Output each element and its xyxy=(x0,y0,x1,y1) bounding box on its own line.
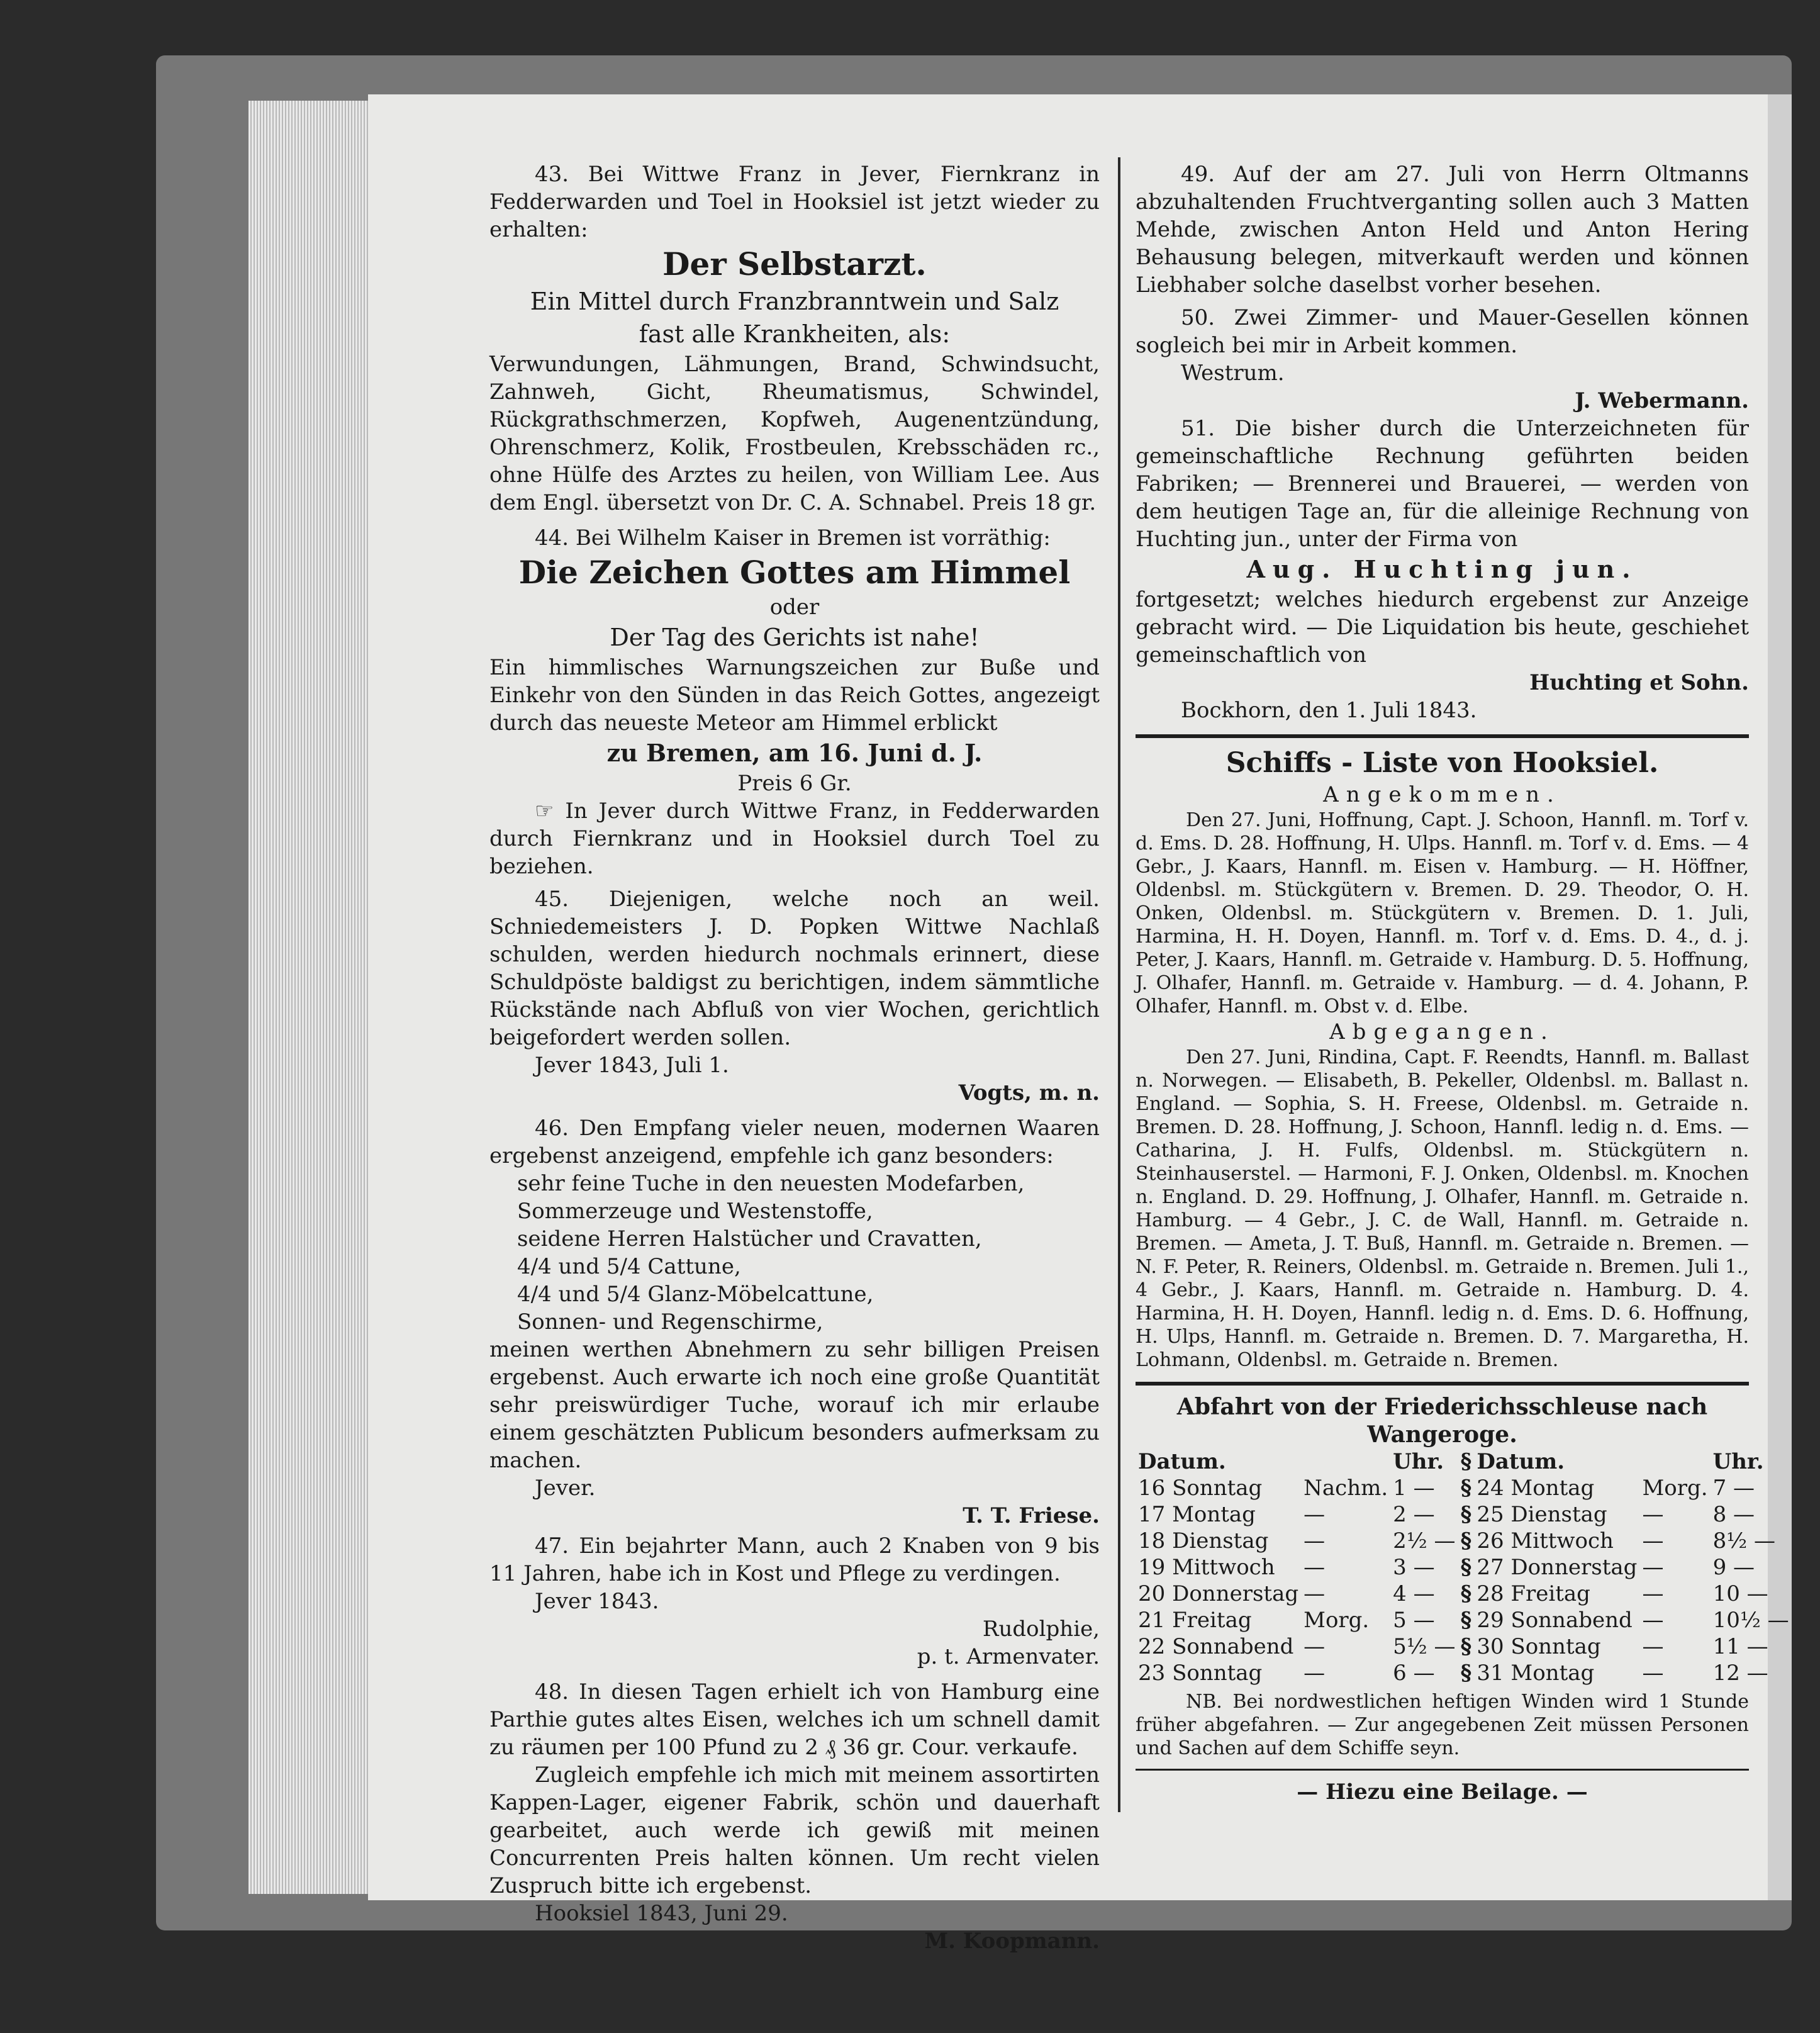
column-divider xyxy=(1118,157,1120,1812)
schedule-row xyxy=(1136,1475,1792,1501)
ad-47 xyxy=(489,1532,1100,1671)
ad-44-place: zu Bremen, am 16. Juni d. J. xyxy=(606,739,983,767)
ad-46-signature: T. T. Friese. xyxy=(963,1503,1100,1528)
ad-43-title: Der Selbstarzt. xyxy=(662,245,927,283)
schedule-time: 4 — xyxy=(1393,1581,1435,1606)
schedule-mark: — xyxy=(1304,1634,1326,1659)
schedule-time: 2½ — xyxy=(1393,1528,1456,1554)
brace-divider: § xyxy=(1460,1476,1472,1501)
ad-51-signature: Huchting et Sohn. xyxy=(1529,670,1749,695)
schedule-title: Abfahrt von der Friederichsschleuse nach Wangeroge. xyxy=(1176,1394,1708,1448)
ad-47-body: 47. Ein bejahrter Mann, auch 2 Knaben von 9 bis 11 Jahren, habe ich in Kost und Pflege zu verdingen. xyxy=(489,1533,1100,1586)
schedule-head-date: Datum. xyxy=(1477,1449,1565,1474)
ad-47-signature-title: p. t. Armenvater. xyxy=(917,1644,1100,1669)
schedule-mark: Morg. xyxy=(1304,1608,1370,1633)
ad-44-price: Preis 6 Gr. xyxy=(737,771,852,796)
ad-51 xyxy=(1136,415,1749,724)
schedule-mark: Morg. xyxy=(1642,1476,1708,1501)
ship-list xyxy=(1136,746,1749,1372)
departed-list: Den 27. Juni, Rindina, Capt. F. Reendts, Hannfl. m. Ballast n. Norwegen. — Elisabeth, B. Pekeller, Oldenbsl. m. Ballast n. England. — Sophia, S. H. Freese, Oldenbsl. m. Getraide n. Bremen. D. 28. Hoffnung, J. Schoon, Hannfl. ledig n. d. Ems. — Catharina, J. H. Fulfs, Oldenbsl. m. Stückgütern n. Steinhauserstel. — Harmoni, F. J. Onken, Oldenbsl. m. Knochen n. England. D. 29. Hoffnung, J. Olhafer, Hannfl. m. Getraide n. Hamburg. — 4 Gebr., J. C. de Wall, Hannfl. m. Getraide n. Bremen. — Ameta, J. T. Buß, Hannfl. m. Getraide n. Bremen. — N. F. Peter, R. Reiners, Oldenbsl. m. Getraide n. Bremen. Juli 1., 4 Gebr., J. Kaars, Hannfl. m. Getraide n. Hamburg. D. 4. Harmina, H. H. Doyen, Hannfl. ledig n. d. Ems. D. 6. Hoffnung, H. Ulps, Hannfl. m. Getraide n. Bremen. D. 7. Margaretha, H. Lohmann, Oldenbsl. m. Getraide n. Bremen. xyxy=(1136,1046,1749,1371)
schedule-date: 24 Montag xyxy=(1477,1476,1595,1501)
page-edges xyxy=(248,101,374,1894)
ad-45 xyxy=(489,885,1100,1107)
ad-46-item: Sonnen- und Regenschirme, xyxy=(517,1309,823,1335)
schedule-table xyxy=(1136,1448,1792,1686)
schedule-time: 3 — xyxy=(1393,1555,1435,1580)
ad-48-body-2: Zugleich empfehle ich mich mit meinem assortirten Kappen-Lager, eigener Fabrik, schön und dauerhaft gearbeitet, auch werde ich gewiß mit meinen Concurrenten Preis halten können. Um recht vielen Zuspruch bitte ich ergebenst. xyxy=(489,1762,1100,1898)
right-column xyxy=(1136,160,1789,1806)
arrived-list: Den 27. Juni, Hoffnung, Capt. J. Schoon, Hannfl. m. Torf v. d. Ems. D. 28. Hoffnung, H. Ulps. Hannfl. m. Torf v. d. Ems. — 4 Gebr., J. Kaars, Hannfl. m. Eisen v. Hamburg. — H. Höffner, Oldenbsl. m. Stückgütern v. Bremen. D. 29. Theodor, O. H. Onken, Oldenbsl. m. Stückgütern v. Bremen. D. 1. Juli, Harmina, H. H. Doyen, Hannfl. m. Torf v. d. Ems. D. 4., d. j. Peter, J. Kaars, Hannfl. m. Getraide v. Hamburg. D. 5. Hoffnung, J. Olhafer, Hannfl. m. Getraide v. Hamburg. — d. 4. Johann, P. Olhafer, Hannfl. m. Obst v. d. Elbe. xyxy=(1136,809,1749,1017)
schedule-time: 8 — xyxy=(1712,1502,1755,1527)
section-rule xyxy=(1136,1382,1749,1386)
ad-44-note: ☞ In Jever durch Wittwe Franz, in Fedderwarden durch Fiernkranz und in Hooksiel durch Toel zu beziehen. xyxy=(489,798,1100,879)
section-rule xyxy=(1136,1769,1749,1771)
ad-45-dateline: Jever 1843, Juli 1. xyxy=(535,1053,729,1078)
ad-46 xyxy=(489,1114,1100,1530)
schedule-header-row xyxy=(1136,1448,1792,1475)
schedule-mark: — xyxy=(1304,1528,1326,1554)
schedule-date: 28 Freitag xyxy=(1477,1581,1590,1606)
ad-48-body-1: 48. In diesen Tagen erhielt ich von Hamburg eine Parthie gutes altes Eisen, welches ich um schnell damit zu räumen per 100 Pfund zu 2 ₰ 36 gr. Cour. verkaufe. xyxy=(489,1679,1100,1760)
schedule-head-date: Datum. xyxy=(1138,1449,1226,1474)
schedule-date: 18 Dienstag xyxy=(1138,1528,1269,1554)
schedule-date: 25 Dienstag xyxy=(1477,1502,1607,1527)
ad-50-place: Westrum. xyxy=(1181,361,1285,386)
brace-divider: § xyxy=(1460,1502,1472,1527)
ad-51-body-2: fortgesetzt; welches hiedurch ergebenst zur Anzeige gebracht wird. — Die Liquidation bis heute, geschiehet gemeinschaftlich von xyxy=(1136,587,1749,668)
schedule-date: 22 Sonnabend xyxy=(1138,1634,1294,1659)
schedule-row xyxy=(1136,1633,1792,1660)
schedule-row xyxy=(1136,1528,1792,1554)
supplement-note: — Hiezu eine Beilage. — xyxy=(1297,1779,1588,1805)
schedule-mark: Nachm. xyxy=(1304,1476,1388,1501)
brace-divider: § xyxy=(1460,1449,1472,1474)
ad-46-item-list xyxy=(489,1170,1100,1336)
ad-46-intro: 46. Den Empfang vieler neuen, modernen Waaren ergebenst anzeigend, empfehle ich ganz besonders: xyxy=(489,1116,1100,1168)
schedule-time: 2 — xyxy=(1393,1502,1435,1527)
ad-47-dateline: Jever 1843. xyxy=(535,1589,659,1614)
section-rule xyxy=(1136,734,1749,738)
ad-51-body: 51. Die bisher durch die Unterzeichneten für gemeinschaftliche Rechnung geführten beiden Fabriken; — Brennerei und Brauerei, — werden von dem heutigen Tage an, für die alleinige Rechnung von Huchting jun., unter der Firma von xyxy=(1136,416,1749,552)
ad-46-item: 4/4 und 5/4 Cattune, xyxy=(517,1254,741,1279)
ad-49: 49. Auf der am 27. Juli von Herrn Oltmanns abzuhaltenden Fruchtverganting sollen auch 3 Matten Mehde, zwischen Anton Held und Anton Hering Behausung belegen, mitverkauft werden und können Liebhaber solche daselbst vorher besehen. xyxy=(1136,162,1749,298)
ad-48 xyxy=(489,1678,1100,1955)
schedule-head-time: Uhr. xyxy=(1712,1449,1764,1474)
schedule-mark: — xyxy=(1642,1634,1664,1659)
left-column xyxy=(489,160,1100,1955)
ad-48-signature: M. Koopmann. xyxy=(924,1929,1100,1954)
ad-43-intro: 43. Bei Wittwe Franz in Jever, Fiernkranz in Fedderwarden und Toel in Hooksiel ist jetzt wieder zu erhalten: xyxy=(489,162,1100,242)
schedule-mark: — xyxy=(1304,1502,1326,1527)
schedule-time: 1 — xyxy=(1393,1476,1435,1501)
schedule-note: NB. Bei nordwestlichen heftigen Winden wird 1 Stunde früher abgefahren. — Zur angegebenen Zeit müssen Personen und Sachen auf dem Schiffe seyn. xyxy=(1136,1691,1749,1759)
schedule-time: 7 — xyxy=(1712,1476,1755,1501)
schedule-head-spacer xyxy=(1301,1448,1390,1475)
ad-46-item: sehr feine Tuche in den neuesten Modefarben, xyxy=(517,1171,1025,1196)
brace-divider: § xyxy=(1460,1528,1472,1554)
schedule-head-time: Uhr. xyxy=(1393,1449,1444,1474)
brace-divider: § xyxy=(1460,1608,1472,1633)
schedule-row xyxy=(1136,1554,1792,1581)
schedule-time: 9 — xyxy=(1712,1555,1755,1580)
schedule-time: 12 — xyxy=(1712,1661,1768,1686)
ad-46-item: Sommerzeuge und Westenstoffe, xyxy=(517,1199,873,1224)
schedule-row xyxy=(1136,1660,1792,1686)
ad-48-dateline: Hooksiel 1843, Juni 29. xyxy=(535,1901,788,1926)
schedule-date: 26 Mittwoch xyxy=(1477,1528,1614,1554)
ad-47-signature-name: Rudolphie, xyxy=(982,1616,1100,1642)
ad-45-signature: Vogts, m. n. xyxy=(958,1080,1100,1106)
ad-44-oder: oder xyxy=(769,595,820,620)
schedule-date: 19 Mittwoch xyxy=(1138,1555,1275,1580)
schedule-time: 5½ — xyxy=(1393,1634,1456,1659)
ad-44-intro: 44. Bei Wilhelm Kaiser in Bremen ist vorräthig: xyxy=(535,525,1051,551)
ad-44 xyxy=(489,524,1100,880)
brace-divider: § xyxy=(1460,1661,1472,1686)
schedule-mark: — xyxy=(1642,1661,1664,1686)
brace-divider: § xyxy=(1460,1634,1472,1659)
arrived-heading: Angekommen. xyxy=(1323,782,1561,807)
schedule-mark: — xyxy=(1304,1555,1326,1580)
schedule-mark: — xyxy=(1642,1581,1664,1606)
schedule-date: 30 Sonntag xyxy=(1477,1634,1601,1659)
brace-divider: § xyxy=(1460,1555,1472,1580)
schedule-mark: — xyxy=(1642,1555,1664,1580)
ad-43 xyxy=(489,160,1100,517)
schedule-date: 20 Donnerstag xyxy=(1138,1581,1299,1606)
ad-46-item: seidene Herren Halstücher und Cravatten, xyxy=(517,1226,982,1252)
ad-50 xyxy=(1136,304,1749,415)
ship-list-title: Schiffs - Liste von Hooksiel. xyxy=(1225,747,1659,779)
ad-50-body: 50. Zwei Zimmer- und Mauer-Gesellen können sogleich bei mir in Arbeit kommen. xyxy=(1136,305,1749,358)
schedule-time: 10 — xyxy=(1712,1581,1768,1606)
schedule-time: 8½ — xyxy=(1712,1528,1775,1554)
ferry-schedule xyxy=(1136,1393,1789,1760)
schedule-row xyxy=(1136,1607,1792,1633)
schedule-mark: — xyxy=(1304,1661,1326,1686)
departed-heading: Abgegangen. xyxy=(1329,1019,1555,1045)
schedule-time: 6 — xyxy=(1393,1661,1435,1686)
schedule-head-spacer xyxy=(1639,1448,1710,1475)
ad-43-subtitle-2: fast alle Krankheiten, als: xyxy=(639,320,951,348)
ad-46-body: meinen werthen Abnehmern zu sehr billigen Preisen ergebenst. Auch erwarte ich noch eine große Quantität sehr preiswürdiger Tuche, worauf ich mir erlaube einem geschätzten Publicum besonders aufmerksam zu machen. xyxy=(489,1337,1100,1473)
ad-44-title: Die Zeichen Gottes am Himmel xyxy=(518,554,1071,591)
schedule-row xyxy=(1136,1501,1792,1528)
schedule-mark: — xyxy=(1642,1528,1664,1554)
schedule-time: 5 — xyxy=(1393,1608,1435,1633)
ad-44-subtitle: Der Tag des Gerichts ist nahe! xyxy=(610,624,980,651)
schedule-date: 21 Freitag xyxy=(1138,1608,1252,1633)
schedule-date: 23 Sonntag xyxy=(1138,1661,1263,1686)
ad-44-body: Ein himmlisches Warnungszeichen zur Buße und Einkehr von den Sünden in das Reich Gottes, angezeigt durch das neueste Meteor am Himmel erblickt xyxy=(489,655,1100,736)
ad-45-body: 45. Diejenigen, welche noch an weil. Schniedemeisters J. D. Popken Wittwe Nachlaß schulden, werden hiedurch nochmals erinnert, diese Schuldpöste baldigst zu berichtigen, indem sämmtliche Rückstände nach Abfluß von vier Wochen, gerichtlich beigefordert werden sollen. xyxy=(489,887,1100,1050)
ad-43-body: Verwundungen, Lähmungen, Brand, Schwindsucht, Zahnweh, Gicht, Rheumatismus, Schwindel, Rückgrathschmerzen, Kopfweh, Augenentzündung, Ohrenschmerz, Kolik, Frostbeulen, Krebsschäden rc., ohne Hülfe des Arztes zu heilen, von William Lee. Aus dem Engl. übersetzt von Dr. C. A. Schnabel. Preis 18 gr. xyxy=(489,352,1100,515)
schedule-mark: — xyxy=(1304,1581,1326,1606)
schedule-date: 31 Montag xyxy=(1477,1661,1595,1686)
brace-divider: § xyxy=(1460,1581,1472,1606)
schedule-date: 16 Sonntag xyxy=(1138,1476,1263,1501)
ad-46-place: Jever. xyxy=(535,1476,596,1501)
schedule-date: 29 Sonnabend xyxy=(1477,1608,1633,1633)
ad-51-firm: Aug. Huchting jun. xyxy=(1246,555,1638,583)
schedule-mark: — xyxy=(1642,1608,1664,1633)
schedule-date: 27 Donnerstag xyxy=(1477,1555,1638,1580)
ad-46-item: 4/4 und 5/4 Glanz-Möbelcattune, xyxy=(517,1282,874,1307)
schedule-mark: — xyxy=(1642,1502,1664,1527)
schedule-date: 17 Montag xyxy=(1138,1502,1256,1527)
schedule-time: 10½ — xyxy=(1712,1608,1789,1633)
ad-50-signature: J. Webermann. xyxy=(1575,388,1749,413)
ad-51-dateline: Bockhorn, den 1. Juli 1843. xyxy=(1181,698,1477,723)
schedule-time: 11 — xyxy=(1712,1634,1768,1659)
ad-43-subtitle-1: Ein Mittel durch Franzbranntwein und Salz xyxy=(530,288,1059,315)
schedule-row xyxy=(1136,1581,1792,1607)
